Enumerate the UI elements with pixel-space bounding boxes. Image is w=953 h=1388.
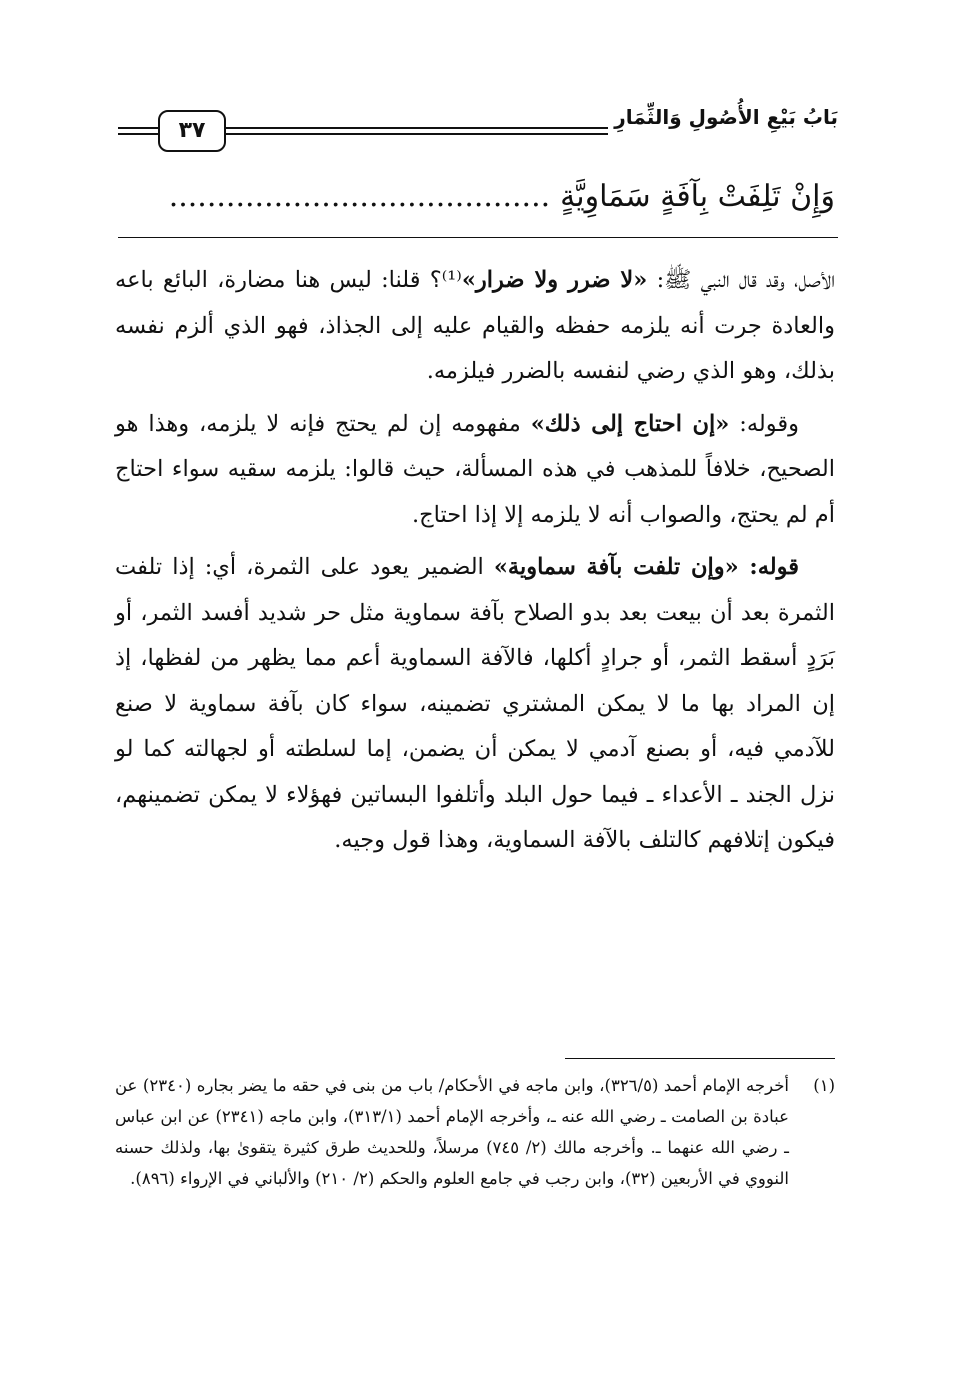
matn-line bbox=[115, 175, 835, 219]
text-segment: ⁽¹⁾؟ قلنا: ليس هنا مضارة، البائع باعه والعادة جرت أنه يلزمه حفظه والقيام عليه إلى الجذاذ، فهو الذي ألزم نفسه بذلك، وهو الذي رضي لنفسه بالضرر فيلزمه. bbox=[115, 267, 835, 384]
header-rule-right-bottom bbox=[222, 133, 608, 135]
paragraph bbox=[115, 258, 835, 395]
text-segment: الأصل، وقد قال النبي ﷺ: bbox=[647, 267, 835, 293]
matn-dots: ........................................ bbox=[168, 179, 551, 214]
commentary-body bbox=[115, 258, 835, 871]
header-rule-right-top bbox=[222, 127, 608, 129]
footnote bbox=[115, 1070, 835, 1194]
text-segment: مفهومه إن لم يحتج فإنه لا يلزمه، وهذا هو الصحيح، خلافاً للمذهب في هذه المسألة، حيث قالوا: يلزمه سقيه سواء احتاج أم لم يحتج، والصواب أنه لا يلزمه إلا إذا احتاج. bbox=[115, 410, 835, 528]
paragraph bbox=[115, 545, 835, 864]
page-number: ٣٧ bbox=[158, 110, 226, 152]
text-segment: الضمير يعود على الثمرة، أي: إذا تلفت الثمرة بعد أن بيعت بعد بدو الصلاح بآفة سماوية مثل حر شديد أفسد الثمر، أو بَرَدٍ أسقط الثمر، أو جرادٍ أكلها، فالآفة السماوية أعم مما يظهر من لفظها، إذ إن المراد بها ما لا يمكن المشتري تضمينه، سواء كان بآفة سماوية لا صنع للآدمي فيه، أو بصنع آدمي لا يمكن أن يضمن، إما لسلطته أو لجهالته كما لو نزل الجند ـ الأعداء ـ فيما حول البلد وأتلفوا البساتين فهؤلاء لا يمكن تضمينهم، فيكون إتلافهم كالتلف بالآفة السماوية، وهذا قول وجيه. bbox=[115, 554, 835, 853]
footnotes bbox=[115, 1070, 835, 1194]
footnote-number: (١) bbox=[813, 1076, 835, 1095]
bold-text: «إن احتاج إلى ذلك» bbox=[530, 410, 730, 437]
bold-text: «لا ضرر ولا ضرار» bbox=[461, 267, 648, 293]
matn-text: وَإِنْ تَلِفَتْ بِآفَةٍ سَمَاوِيَّةٍ bbox=[560, 179, 835, 214]
paragraph bbox=[115, 402, 835, 539]
matn-divider bbox=[118, 237, 838, 238]
header-rule-left-bottom bbox=[118, 133, 158, 135]
header-rule-left-top bbox=[118, 127, 158, 129]
footnote-text: أخرجه الإمام أحمد (٣٢٦/٥)، وابن ماجه في الأحكام/ باب من بنى في حقه ما يضر بجاره (٢٣٤٠) عن عبادة بن الصامت ـ رضي الله عنه ـ، وأخرجه الإمام أحمد (٣١٣/١)، وابن ماجه (٢٣٤١) عن ابن عباس ـ رضي الله عنهما ـ. وأخرجه مالك (٢/ ٧٤٥) مرسلاً، وللحديث طرق كثيرة يتقوىٰ بها، ولذلك حسنه النووي في الأربعين (٣٢)، وابن رجب في جامع العلوم والحكم (٢/ ٢١٠) والألباني في الإرواء (٨٩٦). bbox=[115, 1076, 789, 1188]
chapter-title: بَابُ بَيْعِ الأُصُولِ وَالثِّمَارِ bbox=[614, 105, 838, 129]
footnote-rule bbox=[565, 1058, 835, 1059]
text-segment: وقوله: bbox=[729, 410, 799, 437]
running-header bbox=[118, 100, 838, 160]
bold-text: قوله: bbox=[738, 554, 799, 580]
bold-text: «وإن تلفت بآفة سماوية» bbox=[493, 554, 739, 580]
